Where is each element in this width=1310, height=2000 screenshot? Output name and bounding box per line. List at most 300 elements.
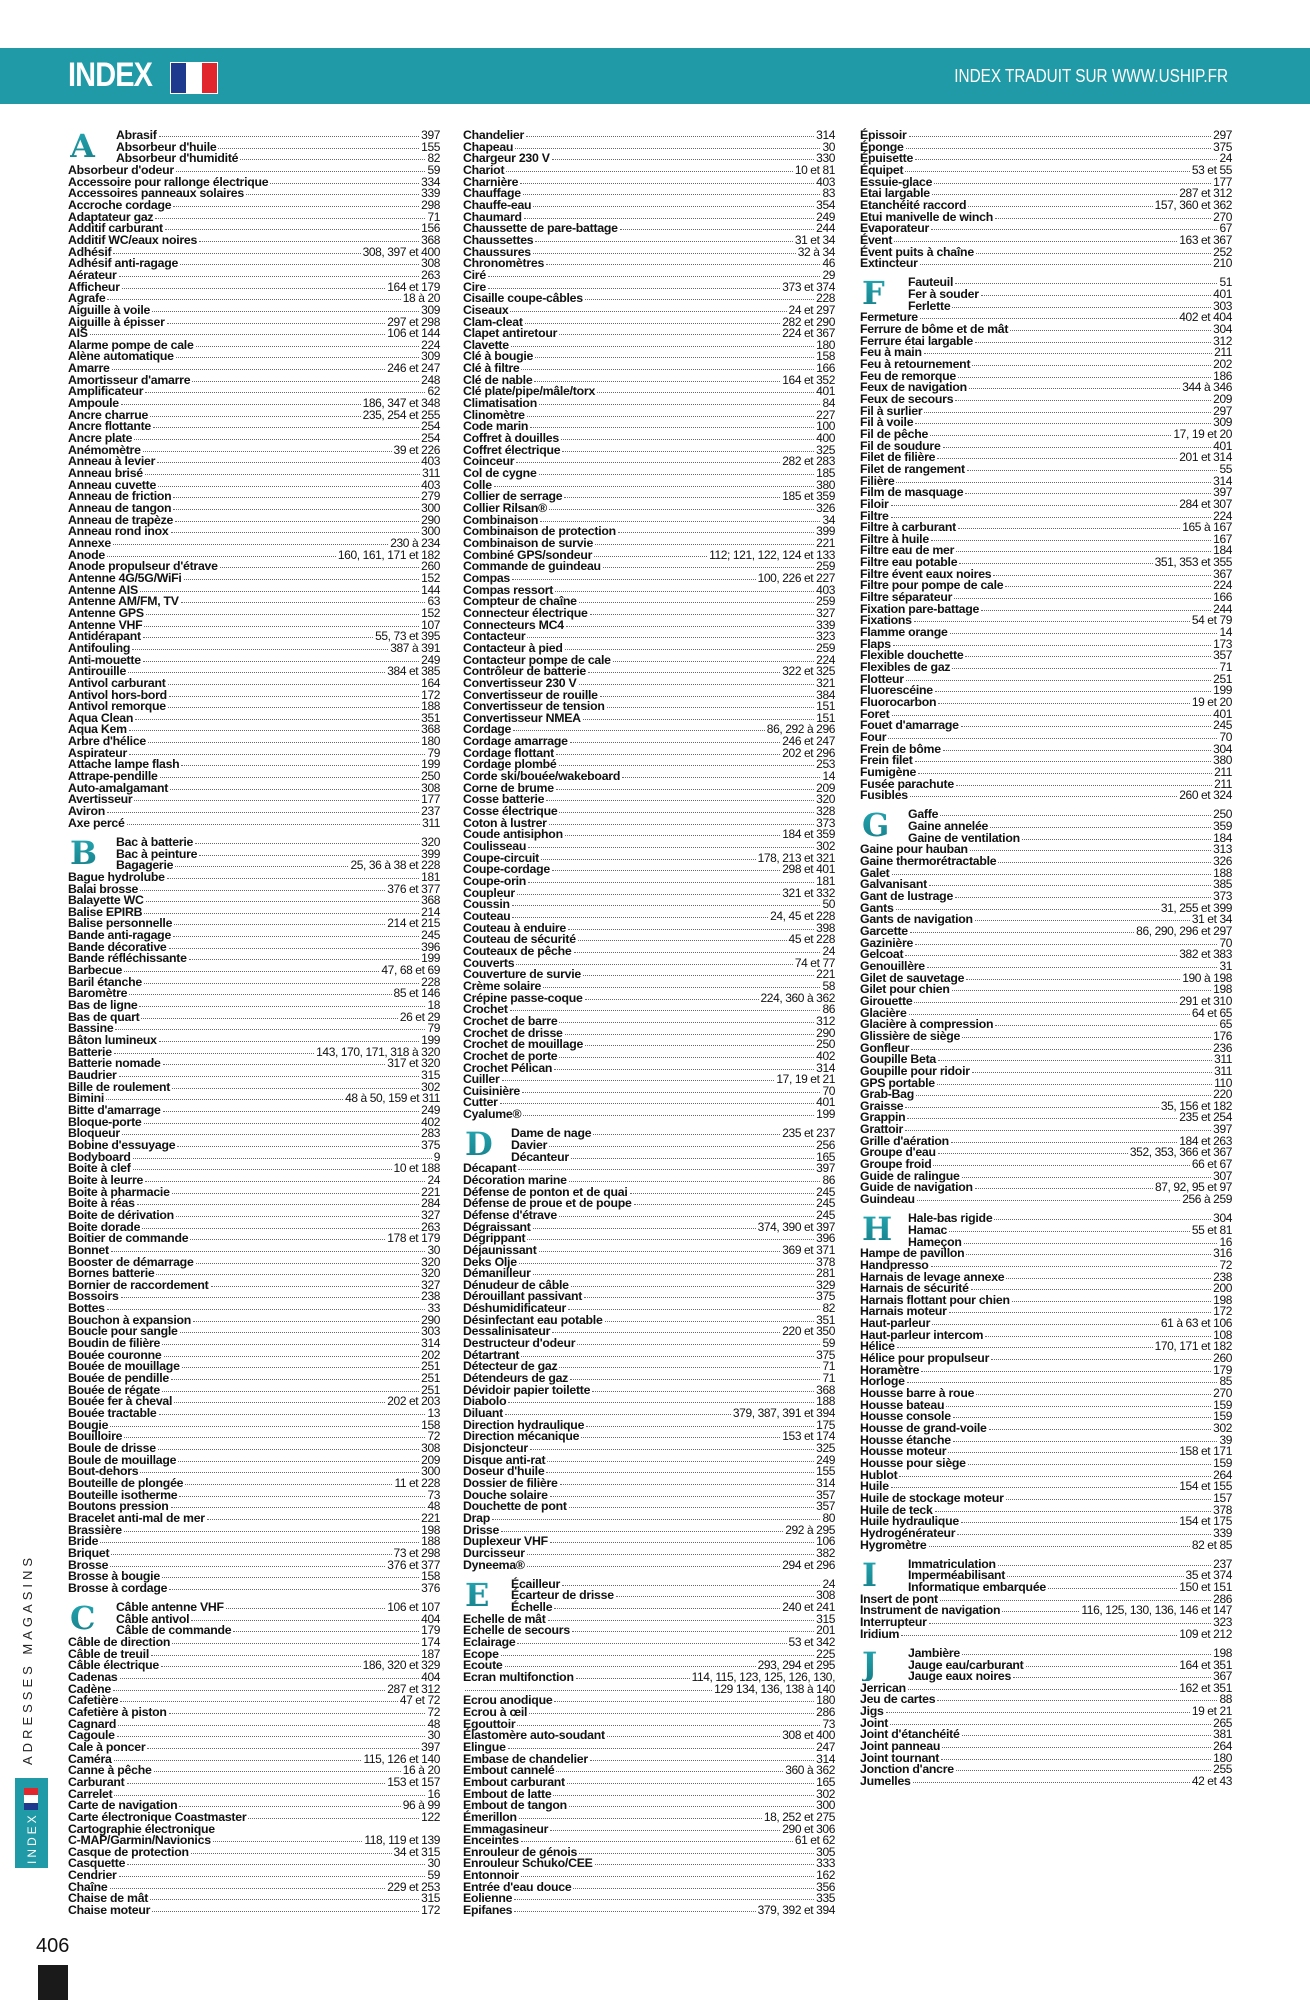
- index-entry[interactable]: [68, 1233, 440, 1245]
- index-entry[interactable]: [860, 601, 1232, 616]
- entry-term: Coupe-cordage: [463, 862, 550, 877]
- dot-leader: [894, 241, 1177, 242]
- entry-term: Bracelet anti-mal de mer: [68, 1510, 205, 1525]
- dot-leader: [1013, 1677, 1211, 1678]
- entry-pages: 178, 213 et 321: [757, 850, 835, 865]
- index-entry[interactable]: [860, 720, 1232, 732]
- index-entry[interactable]: [68, 1716, 440, 1731]
- index-entry[interactable]: [860, 662, 1232, 674]
- index-entry[interactable]: [463, 1879, 835, 1894]
- index-entry[interactable]: [463, 990, 835, 1005]
- dot-leader: [562, 1585, 820, 1586]
- entry-term: Chaumard: [463, 209, 522, 224]
- entry-pages: 18: [427, 998, 440, 1013]
- entry-term: Embout cannelé: [463, 1763, 555, 1778]
- index-entry[interactable]: [860, 258, 1232, 270]
- entry-term: Guide de ralingue: [860, 1168, 960, 1183]
- entry-pages: 86, 292 à 296: [766, 722, 835, 737]
- index-entry[interactable]: [463, 1083, 835, 1098]
- index-entry[interactable]: [860, 1694, 1232, 1706]
- entry-pages: 61 à 63 et 106: [1160, 1316, 1232, 1331]
- index-entry[interactable]: [860, 923, 1232, 938]
- dot-leader: [168, 707, 419, 708]
- index-section-h: [860, 1213, 1232, 1551]
- index-entry[interactable]: [68, 1009, 440, 1024]
- entry-term: Frein de bôme: [860, 741, 941, 756]
- index-entry[interactable]: [860, 984, 1232, 996]
- index-entry[interactable]: [68, 1408, 440, 1420]
- dot-leader: [533, 1228, 756, 1229]
- entry-pages: 154 et 175: [1179, 1514, 1232, 1529]
- index-entry[interactable]: [860, 697, 1232, 709]
- entry-term: Couteau de sécurité: [463, 932, 576, 947]
- entry-pages: 24: [1219, 151, 1232, 166]
- index-entry[interactable]: [68, 1058, 440, 1070]
- dot-leader: [517, 894, 780, 895]
- entry-term: Bouteille de plongée: [68, 1475, 184, 1490]
- entry-term: Douche solaire: [463, 1487, 548, 1502]
- index-entry[interactable]: [860, 1028, 1232, 1043]
- entry-term: Clapet antiretour: [463, 326, 558, 341]
- dot-leader: [492, 1519, 820, 1520]
- entry-term: Gaine annelée: [908, 819, 989, 834]
- dot-leader: [199, 855, 419, 856]
- dot-leader: [951, 1142, 1177, 1143]
- index-entry[interactable]: [860, 139, 1232, 154]
- entry-pages: 24: [427, 1172, 440, 1187]
- entry-pages: 224: [1213, 578, 1232, 593]
- entry-pages: 368: [421, 722, 440, 737]
- entry-term: Ampoule: [68, 396, 119, 411]
- dot-leader: [555, 591, 814, 592]
- dot-leader: [975, 342, 1211, 343]
- entry-pages: 87, 92, 95 et 97: [1154, 1180, 1232, 1195]
- index-entry[interactable]: [860, 1075, 1232, 1090]
- entry-pages: 403: [421, 477, 440, 492]
- entry-term: Gilet de sauvetage: [860, 970, 965, 985]
- dot-leader: [192, 381, 419, 382]
- index-entry[interactable]: [463, 1501, 835, 1513]
- entry-pages: 367: [1213, 566, 1232, 581]
- index-entry[interactable]: [68, 1580, 440, 1595]
- entry-pages: 248: [421, 372, 440, 387]
- section-letter: D: [465, 1127, 507, 1161]
- entry-term: Couverts: [463, 955, 515, 970]
- entry-term: Coffret à douilles: [463, 431, 559, 446]
- index-entry[interactable]: [860, 1776, 1232, 1788]
- dot-leader: [546, 1472, 814, 1473]
- index-entry[interactable]: [860, 1537, 1232, 1552]
- entry-pages: 283: [421, 1126, 440, 1141]
- entry-pages: 264: [1213, 1739, 1232, 1754]
- entry-term: Aspirateur: [68, 745, 128, 760]
- dot-leader: [607, 1736, 780, 1737]
- entry-term: Anneau cuvette: [68, 477, 157, 492]
- dot-leader: [931, 540, 1211, 541]
- dot-leader: [910, 932, 1134, 933]
- entry-term: Déshumidificateur: [463, 1301, 567, 1316]
- entry-term: Attrape-pendille: [68, 769, 158, 784]
- entry-pages: 187: [421, 1646, 440, 1661]
- entry-pages: 100: [816, 419, 835, 434]
- index-entry[interactable]: [463, 1557, 835, 1572]
- entry-pages: 376 et 377: [387, 1557, 440, 1572]
- dot-leader: [213, 1841, 363, 1842]
- dot-leader: [886, 1712, 1190, 1713]
- dot-leader: [122, 288, 386, 289]
- index-entry[interactable]: [463, 876, 835, 888]
- dot-leader: [962, 1735, 1212, 1736]
- index-entry[interactable]: [68, 1905, 440, 1917]
- entry-pages: 54 et 79: [1191, 613, 1232, 628]
- index-entry[interactable]: [860, 461, 1232, 476]
- entry-term: Groupe froid: [860, 1157, 932, 1172]
- entry-term: Flotteur: [860, 671, 904, 686]
- index-entry[interactable]: [463, 258, 835, 270]
- index-entry[interactable]: [68, 526, 440, 538]
- entry-pages: 281: [816, 1266, 835, 1281]
- dot-leader: [569, 1181, 821, 1182]
- index-entry[interactable]: [68, 258, 440, 270]
- entry-pages: 221: [816, 967, 835, 982]
- dot-leader: [595, 1864, 815, 1865]
- index-entry[interactable]: [68, 1669, 440, 1684]
- entry-pages: 367: [1213, 1669, 1232, 1684]
- index-entry[interactable]: [860, 627, 1232, 639]
- index-entry[interactable]: [68, 1704, 440, 1719]
- entry-term: Chandelier: [463, 128, 525, 142]
- page-title: INDEX: [68, 56, 153, 94]
- dot-leader: [173, 509, 419, 510]
- entry-pages: 308, 397 et 400: [362, 244, 440, 259]
- index-entry[interactable]: [860, 1671, 1232, 1683]
- index-entry[interactable]: [860, 130, 1232, 142]
- entry-pages: 24 et 297: [788, 302, 835, 317]
- entry-term: Elingue: [463, 1739, 506, 1754]
- dot-leader: [554, 1608, 780, 1609]
- entry-pages: 65: [1219, 1017, 1232, 1032]
- dot-leader: [540, 521, 820, 522]
- entry-pages: 177: [1213, 174, 1232, 189]
- entry-pages: 45 et 228: [788, 932, 835, 947]
- dot-leader: [124, 971, 379, 972]
- translated-index-link[interactable]: INDEX TRADUIT SUR WWW.USHIP.FR: [954, 66, 1228, 86]
- index-entry[interactable]: [68, 1870, 440, 1882]
- dot-leader: [159, 1414, 426, 1415]
- dot-leader: [465, 1690, 712, 1691]
- index-entry[interactable]: [860, 1458, 1232, 1470]
- index-entry[interactable]: [463, 162, 835, 177]
- index-entry[interactable]: [860, 1626, 1232, 1641]
- index-entry[interactable]: [68, 815, 440, 830]
- entry-pages: 256 à 259: [1182, 1192, 1232, 1207]
- entry-pages: 55: [1219, 461, 1232, 476]
- dot-leader: [929, 1546, 1190, 1547]
- dot-leader: [585, 1045, 814, 1046]
- entry-term: Cordage plombé: [463, 757, 557, 772]
- entry-term: Huile de teck: [860, 1502, 933, 1517]
- entry-term: Epifanes: [463, 1903, 513, 1918]
- dot-leader: [588, 672, 780, 673]
- entry-term: Écailleur: [511, 1576, 561, 1591]
- index-entry[interactable]: [463, 442, 835, 457]
- entry-pages: 181: [421, 869, 440, 884]
- index-entry[interactable]: [860, 1098, 1232, 1113]
- index-entry[interactable]: [463, 1704, 835, 1719]
- entry-term: Ecoute: [463, 1658, 503, 1673]
- entry-pages: 270: [1213, 209, 1232, 224]
- index-entry[interactable]: [860, 935, 1232, 950]
- index-entry[interactable]: [860, 487, 1232, 499]
- entry-term: Gilet pour chien: [860, 982, 950, 997]
- index-entry[interactable]: [463, 1242, 835, 1257]
- dot-leader: [113, 544, 388, 545]
- entry-term: Harnais de levage annexe: [860, 1269, 1005, 1284]
- entry-term: Bouilloire: [68, 1429, 123, 1444]
- entry-pages: 9: [433, 1149, 440, 1164]
- entry-term: Casquette: [68, 1856, 126, 1871]
- index-entry[interactable]: [860, 1467, 1232, 1482]
- entry-pages: 211: [1214, 764, 1232, 779]
- entry-term: Aérateur: [68, 267, 117, 282]
- index-entry[interactable]: [860, 1194, 1232, 1206]
- entry-term: Col de cygne: [463, 466, 537, 481]
- index-entry[interactable]: [860, 856, 1232, 868]
- index-entry[interactable]: [68, 1510, 440, 1525]
- index-entry[interactable]: [68, 351, 440, 363]
- entry-pages: 118, 119 et 139: [364, 1833, 440, 1848]
- entry-pages: 19 et 20: [1191, 695, 1232, 709]
- entry-pages: 329: [816, 1277, 835, 1292]
- index-entry[interactable]: [68, 1114, 440, 1129]
- entry-pages: 31 et 34: [1191, 912, 1232, 927]
- entry-pages: 263: [421, 1219, 440, 1234]
- dot-leader: [574, 952, 821, 953]
- entry-term: Grappin: [860, 1110, 906, 1125]
- entry-pages: 178 et 179: [387, 1231, 440, 1246]
- entry-pages: 199: [421, 951, 440, 966]
- index-entry[interactable]: [860, 1362, 1232, 1377]
- entry-term: Boitier de commande: [68, 1231, 189, 1246]
- dot-leader: [998, 862, 1211, 863]
- entry-pages: 210: [1213, 256, 1232, 271]
- dot-leader: [570, 1379, 820, 1380]
- dot-leader: [152, 311, 419, 312]
- entry-pages: 397: [1213, 485, 1232, 500]
- entry-pages: 255: [1213, 1762, 1232, 1777]
- dot-leader: [150, 1899, 419, 1900]
- entry-term: Bande décorative: [68, 939, 167, 954]
- entry-pages: 287 et 312: [1179, 186, 1232, 201]
- entry-term: Additif WC/eaux noires: [68, 232, 198, 247]
- entry-pages: 238: [421, 1289, 440, 1304]
- entry-pages: 73: [427, 1487, 440, 1502]
- entry-pages: 31, 255 et 399: [1160, 900, 1232, 915]
- entry-term: Bouteille isotherme: [68, 1487, 178, 1502]
- entry-pages: 384 et 385: [387, 664, 440, 679]
- entry-pages: 85: [1219, 1374, 1232, 1389]
- dot-leader: [1012, 1301, 1211, 1302]
- index-entry[interactable]: [68, 1774, 440, 1789]
- index-entry[interactable]: [860, 1706, 1232, 1718]
- index-entry[interactable]: [463, 293, 835, 305]
- sidebar-tab-store-addresses[interactable]: ADRESSES MAGASINS: [20, 1553, 35, 1765]
- entry-term: Genouillère: [860, 958, 925, 973]
- dot-leader: [913, 1782, 1190, 1783]
- entry-term: Coton à lustrer: [463, 815, 547, 830]
- index-entry[interactable]: [860, 790, 1232, 802]
- entry-pages: 314: [816, 128, 835, 142]
- index-entry[interactable]: [68, 1660, 440, 1672]
- entry-pages: 252: [1213, 244, 1232, 259]
- entry-term: Bodyboard: [68, 1149, 131, 1164]
- dot-leader: [892, 715, 1212, 716]
- entry-term: Câble antenne VHF: [116, 1600, 224, 1615]
- index-entry[interactable]: [68, 1858, 440, 1870]
- dot-leader: [145, 1181, 425, 1182]
- dot-leader: [513, 730, 765, 731]
- dot-leader: [170, 789, 419, 790]
- entry-term: Avertisseur: [68, 792, 133, 807]
- index-entry[interactable]: [860, 1182, 1232, 1194]
- dot-leader: [620, 229, 814, 230]
- entry-term: Entrée d'eau douce: [463, 1879, 572, 1894]
- index-entry[interactable]: [68, 794, 440, 806]
- index-entry[interactable]: [463, 153, 835, 165]
- index-entry[interactable]: [860, 741, 1232, 756]
- index-entry[interactable]: [860, 403, 1232, 418]
- dot-leader: [168, 684, 420, 685]
- entry-term: Contacteur à pied: [463, 640, 563, 655]
- entry-pages: 300: [816, 1798, 835, 1813]
- entry-term: Hydrogénérateur: [860, 1525, 956, 1540]
- index-entry[interactable]: [860, 496, 1232, 511]
- entry-term: Bac à peinture: [116, 846, 198, 861]
- index-entry[interactable]: [68, 1417, 440, 1432]
- entry-pages: 202: [1213, 356, 1232, 371]
- dot-leader: [190, 1239, 385, 1240]
- dot-leader: [547, 1461, 814, 1462]
- index-entry[interactable]: [463, 328, 835, 340]
- entry-pages: 71: [1219, 660, 1232, 675]
- entry-term: Corde ski/bouée/wakeboard: [463, 769, 621, 784]
- entry-term: Défense de proue et de poupe: [463, 1196, 632, 1211]
- index-entry[interactable]: [463, 1382, 835, 1397]
- entry-term: Ecrou anodique: [463, 1693, 553, 1708]
- entry-pages: 29: [822, 267, 835, 282]
- entry-pages: 72: [427, 1429, 440, 1444]
- entry-term: Fil de pêche: [860, 426, 929, 441]
- entry-pages: 380: [816, 477, 835, 492]
- dot-leader: [488, 288, 780, 289]
- index-entry[interactable]: [68, 1291, 440, 1303]
- entry-pages: 245: [816, 1196, 835, 1211]
- entry-term: Drap: [463, 1510, 491, 1525]
- dot-leader: [559, 765, 815, 766]
- entry-term: Canne à pêche: [68, 1763, 152, 1778]
- index-entry[interactable]: [860, 1112, 1232, 1124]
- dot-leader: [550, 1830, 780, 1831]
- index-entry[interactable]: [463, 1625, 835, 1637]
- index-entry[interactable]: [860, 223, 1232, 235]
- index-entry[interactable]: [463, 1109, 835, 1121]
- entry-term: Amarre: [68, 361, 110, 376]
- index-entry[interactable]: [860, 1764, 1232, 1776]
- dot-leader: [129, 994, 391, 995]
- index-entry[interactable]: [860, 153, 1232, 165]
- entry-pages: 179: [421, 1623, 440, 1638]
- entry-pages: 292 à 295: [785, 1522, 835, 1537]
- index-entry[interactable]: [860, 776, 1232, 791]
- dot-leader: [207, 1519, 419, 1520]
- sidebar-tab-index[interactable]: [15, 1778, 48, 1868]
- index-entry[interactable]: [68, 1522, 440, 1537]
- dot-leader: [560, 1484, 815, 1485]
- dot-leader: [570, 742, 781, 743]
- entry-pages: 165: [816, 1149, 835, 1164]
- index-entry[interactable]: [463, 468, 835, 480]
- index-entry[interactable]: [68, 1545, 440, 1560]
- entry-pages: 381: [1213, 1727, 1232, 1742]
- index-entry[interactable]: [463, 130, 835, 142]
- dot-leader: [559, 1216, 814, 1217]
- index-entry[interactable]: [68, 267, 440, 282]
- dot-leader: [527, 1554, 814, 1555]
- index-entry[interactable]: [68, 1536, 440, 1548]
- index-entry[interactable]: [68, 1681, 440, 1696]
- entry-term: Cendrier: [68, 1868, 117, 1883]
- index-entry[interactable]: [463, 267, 835, 282]
- entry-pages: 224, 360 à 362: [760, 990, 835, 1005]
- entry-term: Hygromètre: [860, 1537, 927, 1552]
- dot-leader: [577, 1344, 820, 1345]
- index-entry[interactable]: [860, 993, 1232, 1008]
- dot-leader: [937, 1700, 1217, 1701]
- dot-leader: [597, 392, 814, 393]
- dot-leader: [143, 637, 373, 638]
- entry-pages: 224: [816, 652, 835, 667]
- entry-pages: 24, 45 et 228: [770, 908, 835, 923]
- dot-leader: [139, 1006, 425, 1007]
- index-entry[interactable]: [463, 1149, 835, 1164]
- index-entry[interactable]: [68, 1277, 440, 1292]
- entry-pages: 165 à 167: [1182, 520, 1232, 535]
- entry-term: Clé de nable: [463, 372, 533, 387]
- index-entry[interactable]: [463, 1905, 835, 1917]
- index-entry[interactable]: [463, 1510, 835, 1525]
- entry-pages: 107: [421, 617, 440, 632]
- dot-leader: [173, 497, 419, 498]
- dot-leader: [160, 777, 420, 778]
- index-entry[interactable]: [68, 279, 440, 294]
- entry-term: Chaise moteur: [68, 1903, 151, 1918]
- index-entry[interactable]: [463, 1637, 835, 1649]
- entry-term: Échelle: [511, 1600, 553, 1615]
- entry-pages: 333: [816, 1856, 835, 1871]
- entry-term: Anti-mouette: [68, 652, 141, 667]
- index-entry[interactable]: [463, 943, 835, 958]
- index-entry[interactable]: [68, 314, 440, 329]
- entry-term: Collier Rilsan®: [463, 501, 547, 515]
- index-entry[interactable]: [463, 1730, 835, 1742]
- index-entry[interactable]: [463, 885, 835, 900]
- index-entry[interactable]: [860, 1617, 1232, 1629]
- dot-leader: [539, 474, 815, 475]
- entry-pages: 48: [427, 1716, 440, 1731]
- entry-term: Boite dorade: [68, 1219, 141, 1234]
- entry-pages: 249: [421, 1102, 440, 1117]
- entry-term: Jauge eaux noires: [908, 1669, 1012, 1684]
